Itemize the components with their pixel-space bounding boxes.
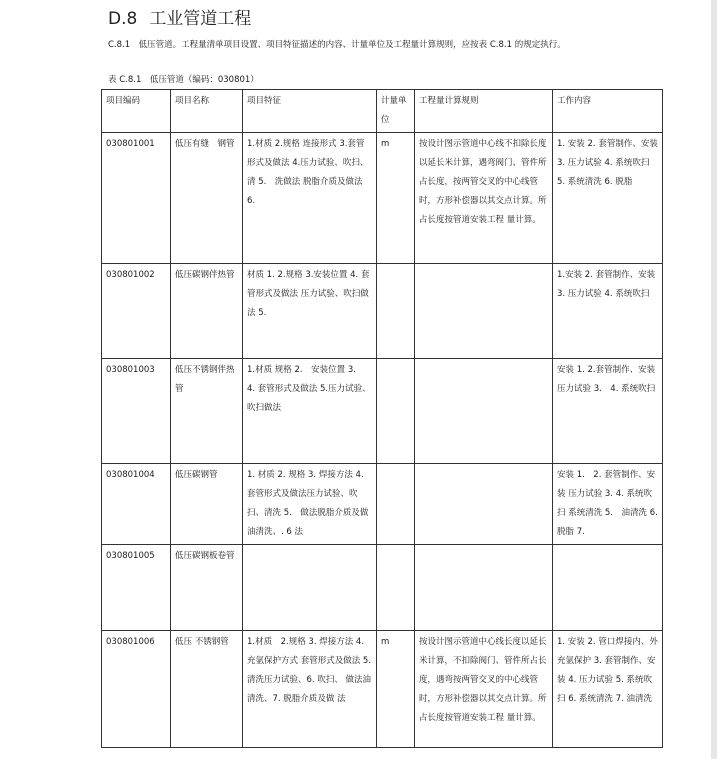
cell-work: 安装 1. 2.套管制作、安装 压力试验 3. 4. 系统吹扫	[553, 359, 663, 464]
cell-rule: 按设计图示管道中心线长度以延长米计算，不扣除阀门、管件所占长度，遇弯按两管交叉的中心线管时，方形补偿器以其交点计算。所占长度按管道安装工程 量计算。	[415, 631, 553, 748]
cell-unit: m	[377, 631, 415, 748]
cell-code: 030801006	[102, 631, 171, 748]
cell-work: 安装 1. 2. 套管制作、安装 压力试验 3. 4. 系统吹扫 系统清洗 5. 油清洗 6. 脱脂 7.	[553, 464, 663, 545]
cell-name: 低压碳钢伴热管	[171, 264, 243, 359]
cell-work	[553, 545, 663, 631]
header-name: 项目名称	[171, 90, 243, 133]
header-work: 工作内容	[553, 90, 663, 133]
cell-work: 1.安装 2. 套管制作、安装 3. 压力试验 4. 系统吹扫	[553, 264, 663, 359]
cell-rule	[415, 264, 553, 359]
header-unit: 计量单位	[377, 90, 415, 133]
header-feature: 项目特征	[243, 90, 377, 133]
section-title: 工业管道工程	[149, 9, 252, 29]
cell-rule: 按设计图示管道中心线不扣除长度以延长米计算，遇弯阀门、管件所占长度，按两管交叉的中心线管时，方形补偿器以其交点计算。所占长度按管道安装工程 量计算。	[415, 133, 553, 264]
cell-unit: m	[377, 133, 415, 264]
intro-paragraph: C.8.1 低压管道。工程量清单项目设置、项目特征描述的内容、计量单位及工程量计算规则，应按表 C.8.1 的规定执行。	[108, 40, 566, 50]
cell-work: 1. 安装 2. 管口焊接内、外充氩保护 3. 套管制作、安装 4. 压力试验 5. 系统吹扫 6. 系统清洗 7. 油清洗	[553, 631, 663, 748]
cell-work: 1. 安装 2. 套管制作、安装 3. 压力试验 4. 系统吹扫 5. 系统清洗 6. 脱脂	[553, 133, 663, 264]
cell-name: 低压碳钢板卷管	[171, 545, 243, 631]
section-heading	[108, 4, 251, 29]
table-row	[102, 464, 663, 545]
cell-rule	[415, 545, 553, 631]
spec-table	[101, 89, 667, 748]
table-row	[102, 545, 663, 631]
cell-feature: 1.材质 2.规格 连接形式 3.套管形式及做法 4.压力试验、吹扫、清 5. 洗做法 脱脂介质及做法 6.	[243, 133, 377, 264]
table-row	[102, 631, 663, 748]
table-caption: 表 C.8.1 低压管道（编码：030801）	[108, 75, 259, 85]
cell-rule	[415, 359, 553, 464]
cell-name: 低压 不锈钢管	[171, 631, 243, 748]
cell-feature	[243, 545, 377, 631]
header-rule: 工程量计算规则	[415, 90, 553, 133]
cell-unit	[377, 545, 415, 631]
cell-rule	[415, 464, 553, 545]
table-row	[102, 264, 663, 359]
cell-name: 低压不锈钢伴热管	[171, 359, 243, 464]
cell-unit	[377, 464, 415, 545]
cell-unit	[377, 359, 415, 464]
cell-code: 030801003	[102, 359, 171, 464]
cell-unit	[377, 264, 415, 359]
cell-feature: 1.材质 2.规格 3. 焊接方法 4. 充氩保护方式 套管形式及做法 5. 清洗压力试验、6. 吹扫、 做法油清洗、7. 脱脂介质及做 法	[243, 631, 377, 748]
table-row	[102, 359, 663, 464]
section-number: D.8	[108, 9, 138, 29]
cell-code: 030801005	[102, 545, 171, 631]
header-code: 项目编码	[102, 90, 171, 133]
cell-code: 030801004	[102, 464, 171, 545]
page-edge	[711, 0, 717, 759]
table-row	[102, 133, 663, 264]
header-row	[102, 90, 663, 133]
cell-code: 030801001	[102, 133, 171, 264]
cell-code: 030801002	[102, 264, 171, 359]
cell-feature: 1. 材质 2. 规格 3. 焊接方法 4. 套管形式及做法压力试验、吹扫、清洗 5. 做法脱脂介质及做油清洗、. 6 法	[243, 464, 377, 545]
cell-feature: 材质 1. 2.规格 3.安装位置 4. 套管形式及做法 压力试验、吹扫做法 5.	[243, 264, 377, 359]
cell-name: 低压有缝 钢管	[171, 133, 243, 264]
cell-feature: 1.材质 规格 2. 安装位置 3. 4. 套管形式及做法 5.压力试验、吹扫做法	[243, 359, 377, 464]
cell-name: 低压碳钢管	[171, 464, 243, 545]
